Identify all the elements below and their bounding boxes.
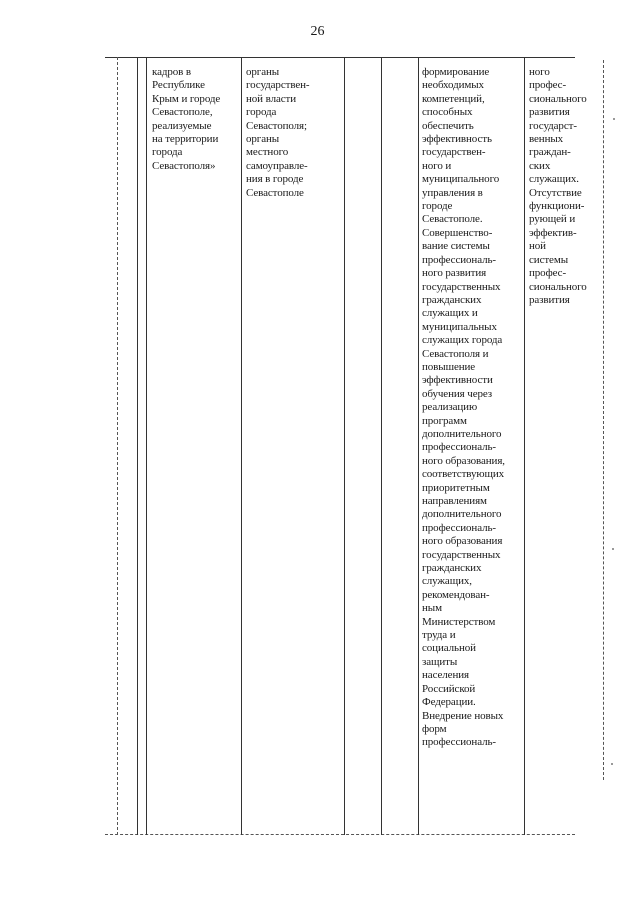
- cell-consequences: [529, 66, 587, 307]
- cell-line: самоуправле-: [246, 159, 308, 172]
- cell-line: Российской: [422, 682, 476, 695]
- cell-line: сионального: [529, 92, 587, 105]
- cell-line: Крым и городе: [152, 92, 221, 105]
- cell-line: профессиональ-: [422, 521, 496, 534]
- scan-artifact: [613, 118, 615, 120]
- cell-line: на территории: [152, 133, 219, 146]
- table-bottom-border: [105, 834, 575, 835]
- cell-line: государствен-: [422, 146, 486, 159]
- cell-line: формирование: [422, 66, 490, 78]
- cell-line: ной: [529, 240, 546, 253]
- cell-line: компетенций,: [422, 92, 485, 105]
- cell-line: профессиональ-: [422, 253, 496, 266]
- cell-program: [152, 66, 220, 173]
- cell-line: ских: [529, 159, 551, 172]
- cell-line: профес-: [529, 79, 567, 92]
- cell-line: профессиональ-: [422, 736, 496, 749]
- cell-line: государственных: [422, 548, 501, 561]
- table-top-border: [105, 57, 575, 58]
- cell-line: ного образования,: [422, 454, 505, 467]
- cell-line: рекомендован-: [422, 588, 490, 601]
- cell-line: развития: [529, 106, 570, 119]
- column-border: [117, 57, 118, 835]
- cell-line: кадров в: [152, 66, 191, 78]
- cell-line: ной власти: [246, 92, 297, 105]
- cell-line: государст-: [529, 119, 577, 132]
- cell-line: служащих и: [422, 307, 478, 320]
- cell-line: способных: [422, 106, 473, 119]
- cell-line: Совершенство-: [422, 226, 493, 239]
- cell-line: социальной: [422, 642, 476, 655]
- cell-line: соответствующих: [422, 468, 505, 481]
- cell-line: служащих города: [422, 334, 503, 347]
- cell-line: профес-: [529, 267, 567, 280]
- cell-line: развития: [529, 293, 570, 306]
- cell-line: Севастополе: [246, 186, 304, 199]
- cell-line: города: [246, 106, 277, 119]
- column-border: [146, 57, 147, 835]
- cell-line: защиты: [422, 655, 458, 668]
- cell-line: сионального: [529, 280, 587, 293]
- column-border: [524, 57, 525, 835]
- cell-line: Севастополя;: [246, 119, 307, 132]
- column-border: [344, 57, 345, 835]
- cell-line: Министерством: [422, 615, 496, 628]
- cell-line: управления в: [422, 186, 483, 199]
- scan-artifact: [611, 763, 613, 765]
- cell-line: дополнительного: [422, 427, 502, 440]
- cell-line: рующей и: [529, 213, 576, 226]
- cell-line: граждан-: [529, 146, 571, 159]
- cell-line: направлениям: [422, 495, 487, 507]
- cell-line: обеспечить: [422, 119, 474, 132]
- column-border: [381, 57, 382, 835]
- cell-line: Севастополе.: [422, 213, 483, 226]
- cell-line: Внедрение новых: [422, 709, 504, 722]
- cell-line: необходимых: [422, 79, 484, 92]
- cell-line: Республике: [152, 79, 205, 92]
- cell-line: городе: [422, 200, 453, 213]
- column-border: [603, 60, 604, 780]
- cell-line: повышение: [422, 360, 476, 373]
- cell-line: населения: [422, 669, 469, 682]
- cell-line: венных: [529, 133, 564, 146]
- column-border: [241, 57, 242, 835]
- cell-line: профессиональ-: [422, 441, 496, 454]
- cell-line: Севастополя»: [152, 159, 216, 172]
- cell-line: обучения через: [422, 387, 493, 400]
- cell-line: государственных: [422, 280, 501, 293]
- cell-line: ного развития: [422, 267, 487, 280]
- cell-line: ного и: [422, 159, 452, 172]
- cell-line: вание системы: [422, 240, 490, 253]
- cell-line: приоритетным: [422, 481, 490, 494]
- cell-line: реализацию: [422, 401, 478, 414]
- cell-line: труда и: [422, 629, 456, 642]
- cell-line: гражданских: [422, 562, 482, 575]
- cell-line: Севастополя и: [422, 347, 489, 360]
- cell-line: программ: [422, 414, 467, 427]
- cell-line: ного образования: [422, 535, 503, 548]
- cell-line: функциони-: [529, 200, 585, 213]
- cell-line: эффективности: [422, 374, 493, 387]
- column-border: [418, 57, 419, 835]
- scan-artifact: [612, 548, 614, 550]
- cell-results: [422, 66, 505, 750]
- column-border: [137, 57, 138, 835]
- cell-line: Отсутствие: [529, 186, 582, 199]
- cell-line: органы: [246, 66, 280, 78]
- cell-line: дополнительного: [422, 508, 502, 521]
- cell-line: ного: [529, 66, 550, 78]
- cell-line: гражданских: [422, 293, 482, 306]
- cell-line: ным: [422, 602, 442, 615]
- cell-line: Севастополе,: [152, 106, 213, 119]
- cell-line: служащих.: [529, 173, 579, 186]
- cell-line: муниципального: [422, 173, 500, 186]
- cell-executors: [246, 66, 310, 200]
- cell-line: Федерации.: [422, 696, 476, 709]
- cell-line: реализуемые: [152, 119, 212, 132]
- cell-line: системы: [529, 253, 568, 266]
- cell-line: местного: [246, 146, 289, 159]
- cell-line: служащих,: [422, 575, 472, 588]
- cell-line: эффективность: [422, 133, 492, 146]
- cell-line: форм: [422, 722, 447, 735]
- cell-line: муниципальных: [422, 320, 497, 333]
- cell-line: органы: [246, 133, 280, 146]
- cell-line: города: [152, 146, 183, 159]
- cell-line: эффектив-: [529, 226, 577, 239]
- cell-line: государствен-: [246, 79, 310, 92]
- page-number: 26: [310, 24, 325, 39]
- cell-line: ния в городе: [246, 173, 304, 186]
